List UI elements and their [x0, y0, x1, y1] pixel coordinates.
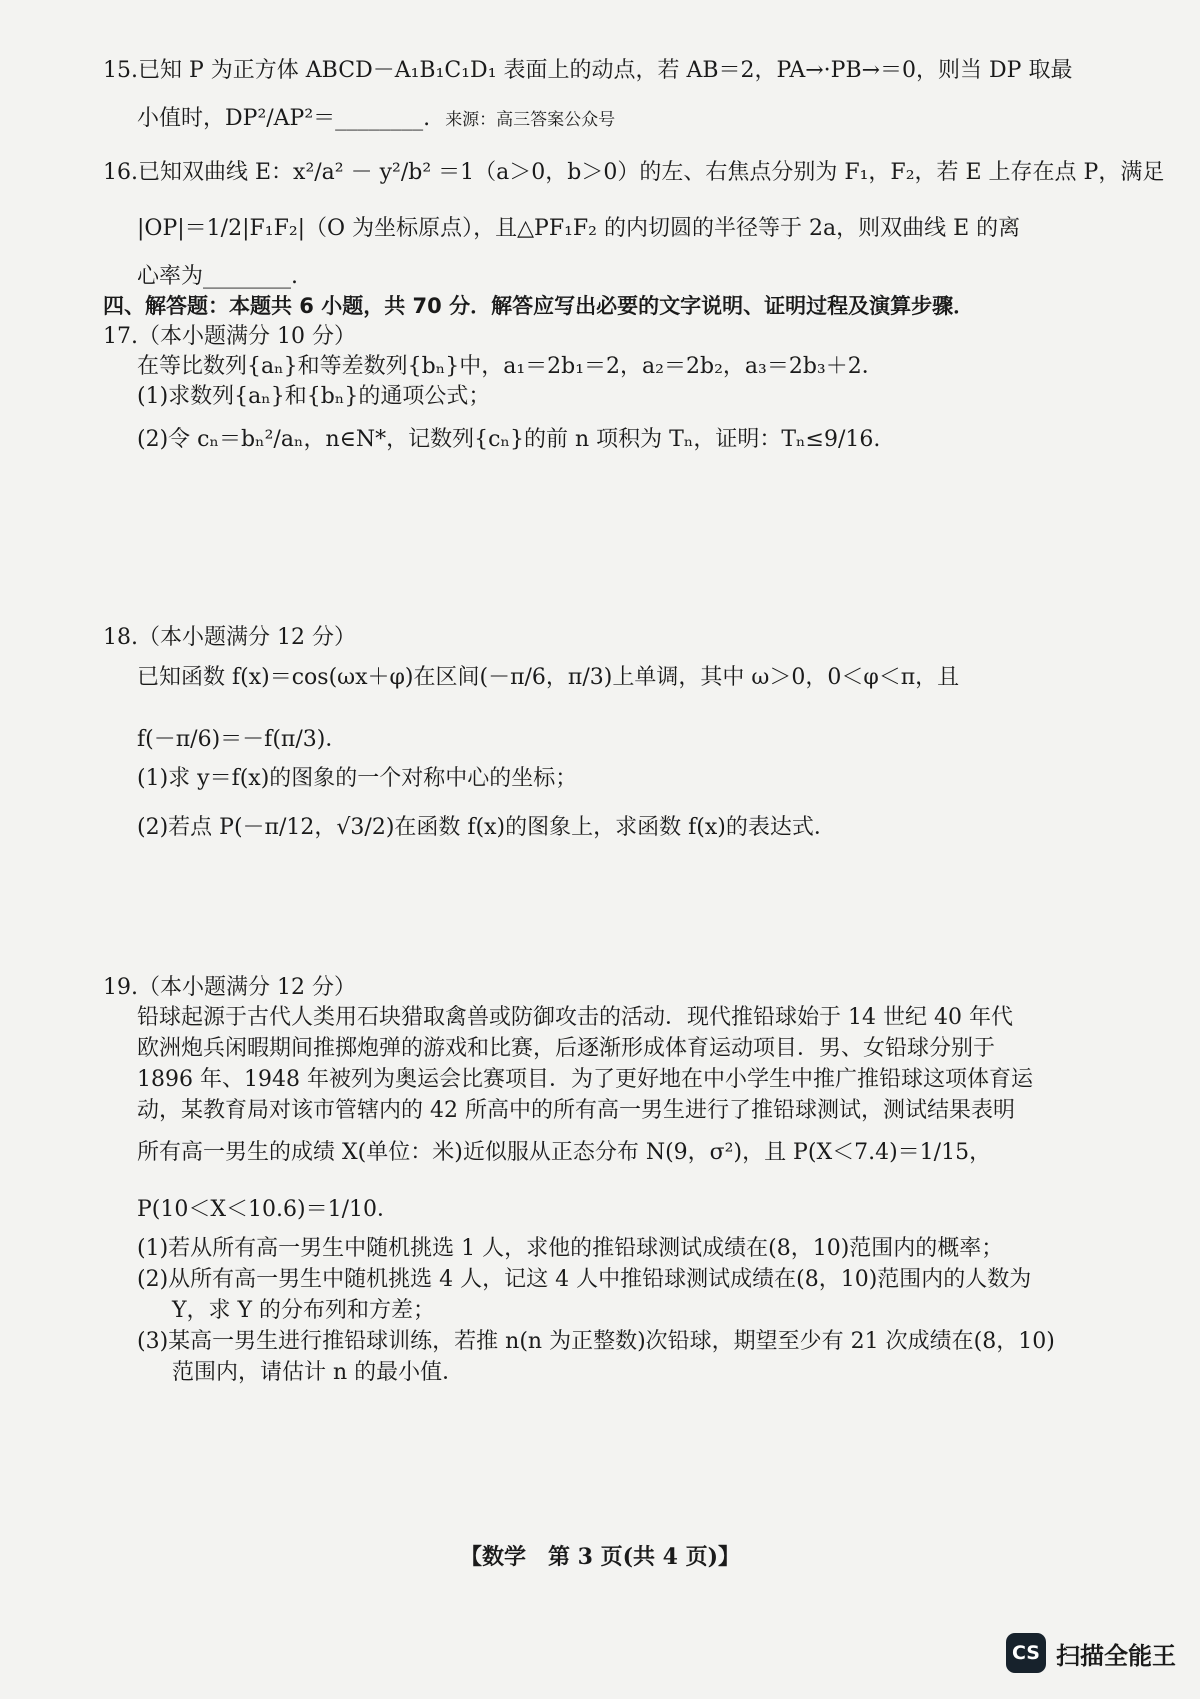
- cs-logo-icon: CS: [1006, 1633, 1046, 1673]
- q19-stem-5: 所有高一男生的成绩 X(单位：米)近似服从正态分布 N(9，σ²)，且 P(X＜7.4)＝1/15，: [137, 1140, 992, 1165]
- q19-part2-line-2: Y，求 Y 的分布列和方差；: [172, 1298, 436, 1323]
- q18-part2: (2)若点 P(－π/12，√3/2)在函数 f(x)的图象上，求函数 f(x)的表达式．: [137, 815, 836, 840]
- q19-stem-3: 1896 年、1948 年被列为奥运会比赛项目．为了更好地在中小学生中推广推铅球这项体育运: [137, 1067, 1033, 1092]
- q19-title: 19.（本小题满分 12 分）: [103, 975, 356, 1000]
- q18-stem-1: 已知函数 f(x)＝cos(ωx＋φ)在区间(－π/6，π/3)上单调，其中 ω＞0，0＜φ＜π，且: [137, 665, 960, 690]
- q15-line-1: 15.已知 P 为正方体 ABCD－A₁B₁C₁D₁ 表面上的动点，若 AB＝2，PA→·PB→＝0，则当 DP 取最: [103, 58, 1073, 83]
- q19-stem-4: 动，某教育局对该市管辖内的 42 所高中的所有高一男生进行了推铅球测试，测试结果表明: [137, 1098, 1015, 1123]
- q19-part3-line-2: 范围内，请估计 n 的最小值．: [172, 1360, 465, 1385]
- q19-part3-line-1: (3)某高一男生进行推铅球训练，若推 n(n 为正整数)次铅球，期望至少有 21 次成绩在(8，10): [137, 1329, 1055, 1354]
- q19-part2-line-1: (2)从所有高一男生中随机挑选 4 人，记这 4 人中推铅球测试成绩在(8，10)范围内的人数为: [137, 1267, 1032, 1292]
- scanner-watermark: [1006, 1633, 1176, 1673]
- q19-stem-1: 铅球起源于古代人类用石块猎取禽兽或防御攻击的活动．现代推铅球始于 14 世纪 40 年代: [137, 1005, 1013, 1030]
- q19-stem-6: P(10＜X＜10.6)＝1/10．: [137, 1197, 400, 1222]
- section-heading: 四、解答题：本题共 6 小题，共 70 分．解答应写出必要的文字说明、证明过程及演算步骤．: [103, 294, 975, 318]
- q17-part2: (2)令 cₙ＝bₙ²/aₙ，n∈N*，记数列{cₙ}的前 n 项积为 Tₙ，证明：Tₙ≤9/16.: [137, 427, 881, 452]
- q17-title: 17.（本小题满分 10 分）: [103, 324, 356, 349]
- q18-title: 18.（本小题满分 12 分）: [103, 625, 356, 650]
- scanner-app-name: 扫描全能王: [1056, 1641, 1176, 1670]
- source-note: 来源：高三答案公众号: [445, 110, 616, 130]
- q17-stem: 在等比数列{aₙ}和等差数列{bₙ}中，a₁＝2b₁＝2，a₂＝2b₂，a₃＝2b₃＋2．: [137, 354, 884, 379]
- q19-part1: (1)若从所有高一男生中随机挑选 1 人，求他的推铅球测试成绩在(8，10)范围内的概率；: [137, 1236, 1004, 1261]
- q15-line-2: [137, 104, 615, 135]
- q15-line-2-text: 小值时，DP²/AP²＝________.: [137, 106, 431, 131]
- q18-part1: (1)求 y＝f(x)的图象的一个对称中心的坐标；: [137, 766, 578, 791]
- q16-line-2: |OP|＝1/2|F₁F₂|（O 为坐标原点），且△PF₁F₂ 的内切圆的半径等于 2a，则双曲线 E 的离: [137, 216, 1021, 241]
- q16-line-1: 16.已知双曲线 E：x²/a² － y²/b² ＝1（a＞0，b＞0）的左、右焦点分别为 F₁，F₂，若 E 上存在点 P，满足: [103, 160, 1165, 185]
- q17-part1: (1)求数列{aₙ}和{bₙ}的通项公式；: [137, 384, 491, 409]
- q19-stem-2: 欧洲炮兵闲暇期间推掷炮弹的游戏和比赛，后逐渐形成体育运动项目．男、女铅球分别于: [137, 1036, 996, 1061]
- page-footer: 【数学 第 3 页(共 4 页)】: [459, 1544, 741, 1570]
- q18-stem-2: f(－π/6)＝－f(π/3)．: [137, 727, 348, 752]
- q16-line-3: 心率为________.: [137, 264, 298, 289]
